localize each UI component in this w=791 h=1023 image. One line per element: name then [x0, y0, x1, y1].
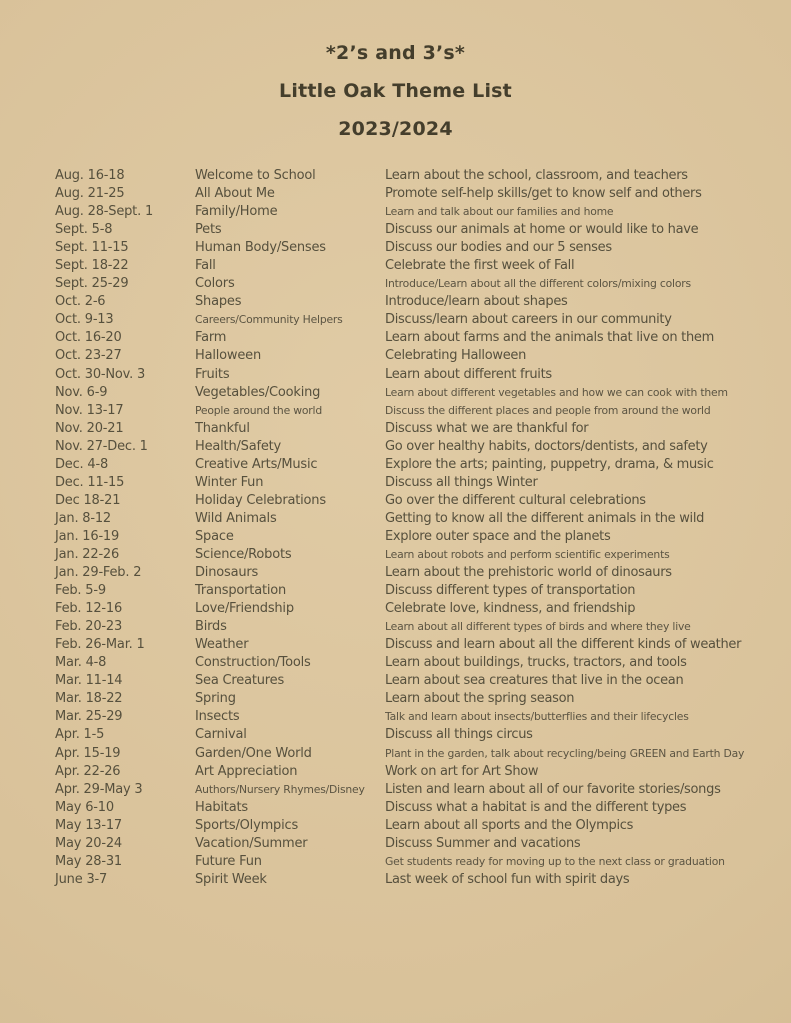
- table-row: [55, 421, 763, 439]
- table-row: [55, 367, 763, 385]
- theme-name: Spring: [195, 691, 236, 707]
- theme-description: Discuss what a habitat is and the different types: [385, 799, 687, 815]
- theme-name: Authors/Nursery Rhymes/Disney: [195, 782, 365, 796]
- table-row: [55, 583, 763, 601]
- date-range: May 28-31: [55, 853, 122, 869]
- date-range: Jan. 16-19: [55, 528, 120, 544]
- theme-description: Learn about all sports and the Olympics: [385, 817, 634, 833]
- date-range: June 3-7: [55, 871, 108, 887]
- date-range: May 13-17: [55, 817, 122, 833]
- theme-name: Holiday Celebrations: [195, 492, 326, 508]
- date-range: Jan. 8-12: [55, 510, 112, 526]
- table-row: [55, 764, 763, 782]
- theme-name: Creative Arts/Music: [195, 456, 318, 472]
- theme-description: Introduce/learn about shapes: [385, 294, 568, 310]
- date-range: Mar. 11-14: [55, 673, 123, 689]
- theme-name: Transportation: [195, 583, 287, 599]
- table-row: [55, 186, 763, 204]
- theme-name: Science/Robots: [195, 546, 292, 562]
- table-row: [55, 511, 763, 529]
- date-range: Oct. 2-6: [55, 294, 106, 310]
- theme-description: Learn about sea creatures that live in the ocean: [385, 673, 684, 689]
- table-row: [55, 385, 763, 403]
- date-range: Dec. 4-8: [55, 456, 109, 472]
- date-range: Apr. 29-May 3: [55, 781, 143, 797]
- theme-name: Carnival: [195, 727, 247, 743]
- theme-description: Last week of school fun with spirit days: [385, 871, 630, 887]
- theme-table: [0, 168, 791, 890]
- theme-description: Celebrate the first week of Fall: [385, 258, 575, 274]
- date-range: Sept. 11-15: [55, 240, 129, 256]
- theme-name: Health/Safety: [195, 438, 282, 454]
- theme-description: Discuss what we are thankful for: [385, 420, 589, 436]
- theme-description: Discuss and learn about all the different kinds of weather: [385, 637, 742, 653]
- theme-description: Get students ready for moving up to the next class or graduation: [385, 854, 725, 868]
- date-range: Sept. 18-22: [55, 258, 129, 274]
- theme-description: Discuss all things Winter: [385, 474, 538, 490]
- table-row: [55, 222, 763, 240]
- theme-description: Learn about robots and perform scientific experiments: [385, 547, 670, 561]
- theme-description: Go over the different cultural celebrations: [385, 492, 646, 508]
- theme-description: Learn about farms and the animals that live on them: [385, 330, 714, 346]
- table-row: [55, 601, 763, 619]
- date-range: Mar. 4-8: [55, 655, 107, 671]
- table-row: [55, 691, 763, 709]
- table-row: [55, 673, 763, 691]
- theme-description: Learn about different fruits: [385, 366, 552, 382]
- theme-name: People around the world: [195, 403, 322, 417]
- table-row: [55, 240, 763, 258]
- theme-description: Go over healthy habits, doctors/dentists, and safety: [385, 438, 708, 454]
- table-row: [55, 529, 763, 547]
- theme-name: Love/Friendship: [195, 601, 294, 617]
- table-row: [55, 439, 763, 457]
- theme-description: Plant in the garden, talk about recycling/being GREEN and Earth Day: [385, 746, 745, 760]
- table-row: [55, 457, 763, 475]
- table-row: [55, 294, 763, 312]
- date-range: Aug. 21-25: [55, 186, 125, 202]
- date-range: Jan. 29-Feb. 2: [55, 565, 142, 581]
- theme-name: Garden/One World: [195, 745, 312, 761]
- theme-description: Learn about buildings, trucks, tractors, and tools: [385, 655, 687, 671]
- theme-name: Art Appreciation: [195, 763, 298, 779]
- theme-name: Space: [195, 528, 234, 544]
- theme-description: Discuss different types of transportation: [385, 583, 636, 599]
- date-range: Feb. 5-9: [55, 583, 106, 599]
- page-title-age-group: *2’s and 3’s*: [325, 42, 466, 64]
- theme-name: Farm: [195, 330, 227, 346]
- table-row: [55, 782, 763, 800]
- theme-name: Birds: [195, 619, 227, 635]
- theme-name: Future Fun: [195, 853, 262, 869]
- theme-name: Wild Animals: [195, 510, 277, 526]
- table-row: [55, 475, 763, 493]
- table-row: [55, 258, 763, 276]
- theme-name: Shapes: [195, 294, 242, 310]
- date-range: May 6-10: [55, 799, 114, 815]
- theme-name: Colors: [195, 276, 235, 292]
- theme-description: Discuss all things circus: [385, 727, 533, 743]
- theme-description: Learn about the school, classroom, and teachers: [385, 168, 688, 183]
- theme-description: Explore the arts; painting, puppetry, drama, & music: [385, 456, 714, 472]
- theme-name: Dinosaurs: [195, 565, 259, 581]
- theme-name: Thankful: [195, 420, 250, 436]
- date-range: Oct. 23-27: [55, 348, 122, 364]
- page-title-year: 2023/2024: [338, 118, 453, 140]
- table-row: [55, 547, 763, 565]
- theme-name: Sports/Olympics: [195, 817, 299, 833]
- theme-description: Introduce/Learn about all the different colors/mixing colors: [385, 277, 691, 291]
- theme-name: Insects: [195, 709, 240, 725]
- theme-description: Discuss our bodies and our 5 senses: [385, 240, 612, 256]
- date-range: May 20-24: [55, 835, 122, 851]
- table-row: [55, 204, 763, 222]
- date-range: Apr. 1-5: [55, 727, 105, 743]
- theme-description: Discuss Summer and vacations: [385, 835, 581, 851]
- table-row: [55, 619, 763, 637]
- table-row: [55, 727, 763, 745]
- date-range: Oct. 9-13: [55, 312, 114, 328]
- table-row: [55, 637, 763, 655]
- table-row: [55, 709, 763, 727]
- date-range: Dec. 11-15: [55, 474, 125, 490]
- theme-name: Habitats: [195, 799, 248, 815]
- theme-name: Careers/Community Helpers: [195, 313, 343, 327]
- theme-name: Weather: [195, 637, 249, 653]
- theme-description: Listen and learn about all of our favorite stories/songs: [385, 781, 721, 797]
- date-range: Oct. 30-Nov. 3: [55, 366, 146, 382]
- table-row: [55, 565, 763, 583]
- theme-name: Construction/Tools: [195, 655, 311, 671]
- table-row: [55, 836, 763, 854]
- theme-description: Learn about the prehistoric world of dinosaurs: [385, 565, 672, 581]
- date-range: Sept. 5-8: [55, 222, 113, 238]
- date-range: Mar. 18-22: [55, 691, 123, 707]
- theme-description: Learn about all different types of birds and where they live: [385, 620, 691, 634]
- theme-name: Welcome to School: [195, 168, 316, 183]
- theme-name: Pets: [195, 222, 222, 238]
- theme-name: Family/Home: [195, 204, 278, 220]
- theme-description: Promote self-help skills/get to know self and others: [385, 186, 702, 202]
- table-row: [55, 168, 763, 186]
- date-range: Aug. 28-Sept. 1: [55, 204, 154, 220]
- theme-name: Vacation/Summer: [195, 835, 308, 851]
- theme-description: Discuss/learn about careers in our community: [385, 312, 672, 328]
- date-range: Mar. 25-29: [55, 709, 123, 725]
- table-row: [55, 348, 763, 366]
- table-row: [55, 655, 763, 673]
- document-header: [0, 0, 791, 148]
- theme-description: Learn and talk about our families and home: [385, 205, 614, 219]
- date-range: Nov. 20-21: [55, 420, 124, 436]
- table-row: [55, 854, 763, 872]
- date-range: Apr. 22-26: [55, 763, 121, 779]
- table-row: [55, 818, 763, 836]
- date-range: Nov. 27-Dec. 1: [55, 438, 148, 454]
- date-range: Nov. 13-17: [55, 402, 124, 418]
- theme-description: Explore outer space and the planets: [385, 528, 611, 544]
- theme-description: Getting to know all the different animals in the wild: [385, 510, 705, 526]
- table-row: [55, 312, 763, 330]
- date-range: Dec 18-21: [55, 492, 121, 508]
- date-range: Aug. 16-18: [55, 168, 125, 183]
- date-range: Jan. 22-26: [55, 546, 120, 562]
- table-row: [55, 330, 763, 348]
- table-row: [55, 872, 763, 890]
- date-range: Feb. 12-16: [55, 601, 123, 617]
- theme-description: Discuss our animals at home or would like to have: [385, 222, 699, 238]
- theme-name: Sea Creatures: [195, 673, 285, 689]
- theme-description: Work on art for Art Show: [385, 763, 539, 779]
- theme-name: Vegetables/Cooking: [195, 384, 321, 400]
- table-row: [55, 493, 763, 511]
- table-row: [55, 746, 763, 764]
- theme-description: Talk and learn about insects/butterflies and their lifecycles: [385, 710, 689, 724]
- date-range: Feb. 26-Mar. 1: [55, 637, 145, 653]
- theme-name: Winter Fun: [195, 474, 264, 490]
- theme-name: All About Me: [195, 186, 275, 202]
- theme-description: Discuss the different places and people from around the world: [385, 403, 711, 417]
- theme-name: Halloween: [195, 348, 261, 364]
- theme-description: Learn about the spring season: [385, 691, 575, 707]
- theme-description: Learn about different vegetables and how we can cook with them: [385, 385, 728, 399]
- theme-name: Fall: [195, 258, 216, 274]
- table-row: [55, 800, 763, 818]
- date-range: Feb. 20-23: [55, 619, 123, 635]
- date-range: Sept. 25-29: [55, 276, 129, 292]
- date-range: Oct. 16-20: [55, 330, 122, 346]
- date-range: Apr. 15-19: [55, 745, 121, 761]
- date-range: Nov. 6-9: [55, 384, 108, 400]
- theme-description: Celebrating Halloween: [385, 348, 527, 364]
- table-row: [55, 276, 763, 294]
- table-row: [55, 403, 763, 421]
- theme-name: Fruits: [195, 366, 230, 382]
- page-title-main: Little Oak Theme List: [279, 80, 512, 102]
- theme-name: Spirit Week: [195, 871, 267, 887]
- theme-name: Human Body/Senses: [195, 240, 326, 256]
- theme-description: Celebrate love, kindness, and friendship: [385, 601, 636, 617]
